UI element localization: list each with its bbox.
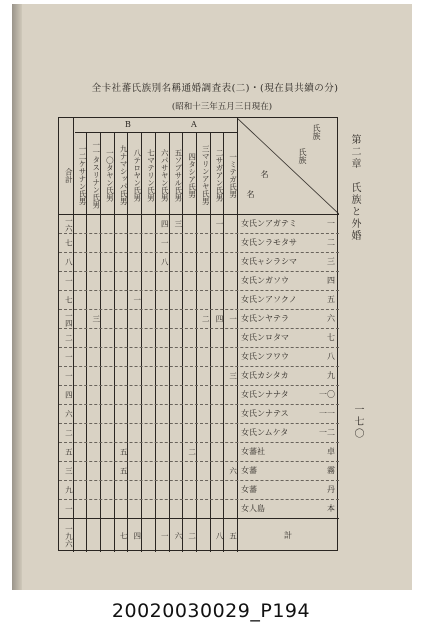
row-clan-name: 女氏ンナナタ <box>241 390 289 399</box>
table-cell <box>182 254 197 270</box>
table-cell: 六 <box>64 410 74 418</box>
table-cell <box>72 406 87 422</box>
table-cell <box>182 349 197 365</box>
table-cell <box>168 273 183 289</box>
table-cell <box>154 368 169 384</box>
table-cell <box>86 292 101 308</box>
table-row-label <box>237 309 339 328</box>
table-cell <box>154 501 169 517</box>
table-cell <box>168 330 183 346</box>
table-cell <box>99 311 114 327</box>
table-cell <box>113 235 128 251</box>
table-cell <box>113 482 128 498</box>
table-cell <box>113 406 128 422</box>
table-cell <box>99 444 114 460</box>
table-cell <box>141 216 156 232</box>
table-cell <box>99 254 114 270</box>
table-cell <box>99 368 114 384</box>
column-header: 一ミテガ氏男 <box>228 152 238 198</box>
table-cell <box>86 387 101 403</box>
row-clan-name: 女人島 <box>241 504 265 513</box>
table-row-label <box>237 233 339 252</box>
table-cell <box>127 387 142 403</box>
table-cell <box>72 216 87 232</box>
table-cell <box>209 273 224 289</box>
table-cell <box>182 425 197 441</box>
row-number: 一一 <box>319 409 335 418</box>
table-cell: 一 <box>64 353 74 361</box>
table-cell <box>168 368 183 384</box>
table-cell <box>168 501 183 517</box>
table-cell <box>168 311 183 327</box>
table-cell <box>168 463 183 479</box>
table-cell: 一 <box>214 220 224 228</box>
row-clan-name: 女蕃 <box>241 466 257 475</box>
table-cell <box>209 387 224 403</box>
table-cell: 三 <box>64 467 74 475</box>
table-cell: 一四 <box>64 311 74 327</box>
table-row-label <box>237 385 339 404</box>
table-cell <box>99 425 114 441</box>
table-cell <box>86 482 101 498</box>
header-name-label-2: 名 <box>246 190 255 198</box>
row-clan-name: 女蕃社 <box>241 447 265 456</box>
table-cell <box>195 292 210 308</box>
diagonal-header-lines <box>237 118 339 214</box>
table-row-label <box>237 366 339 385</box>
table-cell <box>168 482 183 498</box>
table-cell <box>182 273 197 289</box>
table-cell <box>72 273 87 289</box>
table-cell <box>154 463 169 479</box>
table-cell <box>86 444 101 460</box>
table-cell <box>72 235 87 251</box>
table-subtitle: (昭和十三年五月三日現在) <box>171 102 273 112</box>
chapter-heading: 第二章 氏族と外婚 <box>349 134 360 242</box>
table-cell <box>113 425 128 441</box>
table-cell <box>86 463 101 479</box>
table-cell <box>141 444 156 460</box>
table-cell <box>113 273 128 289</box>
totals-cell <box>141 522 156 550</box>
table-cell <box>99 463 114 479</box>
table-title: 全卡社蕃氏族別名稱通婚調査表(二)・(現在員共續の分) <box>91 83 339 94</box>
table-cell: 五 <box>64 448 74 456</box>
table-cell <box>86 216 101 232</box>
row-number: 丹 <box>327 485 335 494</box>
row-number: 四 <box>327 276 335 285</box>
table-cell <box>127 406 142 422</box>
table-cell: 三 <box>228 372 238 380</box>
table-cell <box>113 216 128 232</box>
totals-cell <box>72 522 87 550</box>
table-cell <box>99 349 114 365</box>
table-cell <box>86 235 101 251</box>
table-cell: 四 <box>214 315 224 323</box>
table-cell: 一六 <box>64 216 74 232</box>
table-cell <box>127 254 142 270</box>
table-cell <box>72 501 87 517</box>
row-clan-name: 女氏ンムケタ <box>241 428 289 437</box>
table-cell <box>154 349 169 365</box>
table-cell <box>99 216 114 232</box>
column-header: 一〇タヤン氏男 <box>105 148 115 202</box>
table-cell <box>141 254 156 270</box>
row-number: 七 <box>327 333 335 342</box>
table-cell <box>72 292 87 308</box>
table-cell: 五 <box>119 467 129 475</box>
header-name-label: 名 <box>260 170 269 178</box>
table-cell <box>182 216 197 232</box>
column-header: 五ソブサル氏男 <box>173 148 183 202</box>
table-cell <box>99 292 114 308</box>
table-cell <box>182 406 197 422</box>
table-cell <box>168 349 183 365</box>
table-cell <box>141 482 156 498</box>
row-number: 九 <box>327 371 335 380</box>
table-cell <box>209 482 224 498</box>
table-cell <box>113 349 128 365</box>
table-cell <box>86 406 101 422</box>
table-cell <box>127 330 142 346</box>
table-cell <box>141 406 156 422</box>
row-clan-name: 女氏ャシラシマ <box>241 257 297 266</box>
column-header: 四タシア氏男 <box>187 152 197 198</box>
table-cell <box>154 273 169 289</box>
table-cell <box>72 387 87 403</box>
table-cell <box>168 425 183 441</box>
page-number: 一七〇 <box>352 404 363 440</box>
table-cell <box>99 406 114 422</box>
table-cell <box>154 311 169 327</box>
table-row-label <box>237 347 339 366</box>
table-cell <box>195 368 210 384</box>
column-header: 一二ケサナン氏男 <box>78 145 88 205</box>
table-cell: 二 <box>201 315 211 323</box>
book-spine <box>12 4 22 590</box>
table-cell <box>182 311 197 327</box>
table-cell <box>72 463 87 479</box>
table-cell <box>86 425 101 441</box>
column-header: 七マテリン氏男 <box>146 148 156 202</box>
table-cell <box>209 254 224 270</box>
table-cell <box>113 501 128 517</box>
table-cell <box>223 254 238 270</box>
table-cell <box>223 425 238 441</box>
totals-cell <box>195 522 210 550</box>
totals-cell: 五 <box>228 532 238 540</box>
table-cell <box>99 387 114 403</box>
table-cell <box>141 349 156 365</box>
table-cell <box>127 235 142 251</box>
table-cell <box>141 425 156 441</box>
table-cell <box>195 273 210 289</box>
table-cell <box>209 501 224 517</box>
table-row-label <box>237 499 339 518</box>
table-cell <box>223 482 238 498</box>
table-cell <box>154 292 169 308</box>
table-cell <box>223 235 238 251</box>
table-cell <box>113 368 128 384</box>
row-number: 六 <box>327 314 335 323</box>
table-cell <box>86 501 101 517</box>
book-page <box>12 4 412 590</box>
column-header: 一一タスリナン氏男 <box>91 141 101 209</box>
column-header: 八テロヤン氏男 <box>132 148 142 202</box>
table-cell <box>154 406 169 422</box>
table-cell: 四 <box>160 220 170 228</box>
table-cell: 三 <box>173 220 183 228</box>
table-cell: 八 <box>64 258 74 266</box>
table-cell <box>127 349 142 365</box>
row-number: 霧 <box>327 466 335 475</box>
table-cell <box>72 425 87 441</box>
table-row-label <box>237 404 339 423</box>
table-cell <box>223 330 238 346</box>
table-cell <box>182 330 197 346</box>
row-number: 卓 <box>327 447 335 456</box>
table-cell <box>154 387 169 403</box>
header-clan-label-2: 氏族 <box>298 148 307 164</box>
totals-cell <box>86 522 101 550</box>
table-cell <box>127 463 142 479</box>
intermarriage-table <box>58 117 338 551</box>
table-cell <box>168 444 183 460</box>
totals-cell: 一 <box>160 532 170 540</box>
table-row-label <box>237 271 339 290</box>
table-cell <box>113 387 128 403</box>
table-row-label <box>237 442 339 461</box>
table-cell <box>209 406 224 422</box>
row-clan-name: 女氏ンラモタサ <box>241 238 297 247</box>
table-row-label <box>237 423 339 442</box>
table-cell <box>127 482 142 498</box>
table-cell <box>223 273 238 289</box>
table-cell <box>141 292 156 308</box>
column-header: 三マリンアヤ氏男 <box>201 145 211 205</box>
table-cell <box>209 463 224 479</box>
table-cell <box>195 406 210 422</box>
table-cell: 九 <box>64 486 74 494</box>
table-cell <box>72 349 87 365</box>
column-header: 六パサヤン氏男 <box>160 148 170 202</box>
row-clan-name: 女氏ンナテス <box>241 409 289 418</box>
table-cell <box>86 273 101 289</box>
table-cell <box>195 425 210 441</box>
header-clan-label: 氏族 <box>312 124 321 140</box>
table-cell <box>223 292 238 308</box>
table-row-label <box>237 214 339 233</box>
table-cell <box>223 216 238 232</box>
table-cell <box>209 349 224 365</box>
table-cell <box>195 216 210 232</box>
row-number: 二 <box>327 238 335 247</box>
table-cell <box>209 292 224 308</box>
table-cell <box>72 482 87 498</box>
table-cell: 一 <box>132 296 142 304</box>
column-header: 二サガアン氏男 <box>214 148 224 202</box>
table-cell <box>72 254 87 270</box>
row-clan-name: 女氏ンアガテミ <box>241 219 297 228</box>
table-cell: 一 <box>64 505 74 513</box>
table-cell <box>72 330 87 346</box>
column-header: 九ナマシッパ氏男 <box>119 145 129 205</box>
table-cell <box>113 292 128 308</box>
table-cell <box>195 387 210 403</box>
table-cell <box>99 501 114 517</box>
row-clan-name: 女氏ンアソクノ <box>241 295 297 304</box>
table-cell <box>168 387 183 403</box>
table-cell <box>182 501 197 517</box>
totals-cell: 七 <box>119 532 129 540</box>
table-cell <box>141 368 156 384</box>
table-cell <box>182 387 197 403</box>
group-b-label: B <box>125 120 131 129</box>
table-cell <box>223 501 238 517</box>
table-cell <box>99 273 114 289</box>
table-cell <box>182 463 197 479</box>
row-number: 一 <box>327 219 335 228</box>
totals-cell: 六 <box>173 532 183 540</box>
table-cell <box>182 292 197 308</box>
table-cell: 四 <box>64 391 74 399</box>
table-cell: 二 <box>187 448 197 456</box>
totals-cell: 四 <box>132 532 142 540</box>
table-cell <box>141 501 156 517</box>
totals-cell: 一九六 <box>64 524 74 548</box>
table-cell: 一 <box>160 239 170 247</box>
group-a-label: A <box>191 120 197 129</box>
table-cell <box>127 501 142 517</box>
table-cell <box>223 387 238 403</box>
table-cell <box>141 330 156 346</box>
table-cell: 六 <box>228 467 238 475</box>
table-cell: 二 <box>64 429 74 437</box>
table-cell <box>209 425 224 441</box>
totals-label <box>237 523 339 547</box>
table-cell: 三 <box>91 315 101 323</box>
table-cell <box>99 330 114 346</box>
table-row-label <box>237 252 339 271</box>
table-cell <box>99 482 114 498</box>
table-cell <box>127 311 142 327</box>
table-cell <box>182 368 197 384</box>
table-cell <box>195 330 210 346</box>
table-cell: 一 <box>228 315 238 323</box>
row-clan-name: 女氏ンガソウ <box>241 276 289 285</box>
table-cell <box>195 444 210 460</box>
table-cell <box>127 425 142 441</box>
table-cell <box>195 482 210 498</box>
table-cell <box>86 254 101 270</box>
table-cell: 二 <box>64 334 74 342</box>
table-cell <box>72 444 87 460</box>
table-cell <box>195 254 210 270</box>
table-cell <box>127 368 142 384</box>
totals-cell <box>99 522 114 550</box>
table-cell <box>195 463 210 479</box>
totals-label-text: 計 <box>284 530 292 540</box>
table-cell <box>209 368 224 384</box>
table-cell: 一 <box>64 372 74 380</box>
table-cell <box>86 330 101 346</box>
column-header: 合計 <box>64 167 74 183</box>
table-cell <box>182 482 197 498</box>
table-cell <box>195 235 210 251</box>
table-cell <box>154 425 169 441</box>
row-number: 一〇 <box>319 390 335 399</box>
table-cell <box>127 444 142 460</box>
table-cell <box>223 444 238 460</box>
table-row-label <box>237 480 339 499</box>
table-cell <box>182 235 197 251</box>
row-number: 本 <box>327 504 335 513</box>
table-cell <box>209 330 224 346</box>
table-cell <box>141 463 156 479</box>
table-row-label <box>237 290 339 309</box>
table-cell <box>141 273 156 289</box>
table-row-label <box>237 461 339 480</box>
table-cell <box>113 254 128 270</box>
row-number: 五 <box>327 295 335 304</box>
table-cell <box>72 368 87 384</box>
table-cell <box>168 235 183 251</box>
table-cell <box>86 349 101 365</box>
table-cell: 七 <box>64 296 74 304</box>
table-cell <box>113 311 128 327</box>
table-cell <box>154 444 169 460</box>
table-cell: 五 <box>119 448 129 456</box>
row-clan-name: 女氏カシタカ <box>241 371 289 380</box>
table-cell <box>168 254 183 270</box>
table-cell <box>127 216 142 232</box>
table-cell <box>209 235 224 251</box>
row-clan-name: 女氏ンヤテラ <box>241 314 289 323</box>
table-cell <box>154 482 169 498</box>
row-clan-name: 女蕃 <box>241 485 257 494</box>
table-cell <box>223 349 238 365</box>
table-cell <box>168 292 183 308</box>
row-clan-name: 女氏ンフワウ <box>241 352 289 361</box>
table-cell: 八 <box>160 258 170 266</box>
table-cell <box>154 330 169 346</box>
table-cell <box>141 387 156 403</box>
table-cell: 一 <box>64 277 74 285</box>
image-caption: 20020030029_P194 <box>111 600 311 622</box>
table-cell <box>141 235 156 251</box>
row-clan-name: 女氏ンロタマ <box>241 333 289 342</box>
table-cell <box>72 311 87 327</box>
table-cell <box>195 501 210 517</box>
table-cell: 七 <box>64 239 74 247</box>
row-number: 八 <box>327 352 335 361</box>
totals-cell: 八 <box>214 532 224 540</box>
table-row-label <box>237 328 339 347</box>
totals-cell: 二 <box>187 532 197 540</box>
table-cell <box>113 330 128 346</box>
table-cell <box>86 368 101 384</box>
row-number: 三 <box>327 257 335 266</box>
row-number: 一二 <box>319 428 335 437</box>
table-cell <box>168 406 183 422</box>
table-cell <box>141 311 156 327</box>
table-cell <box>209 444 224 460</box>
table-cell <box>127 273 142 289</box>
table-cell <box>99 235 114 251</box>
table-cell <box>195 349 210 365</box>
table-cell <box>223 406 238 422</box>
